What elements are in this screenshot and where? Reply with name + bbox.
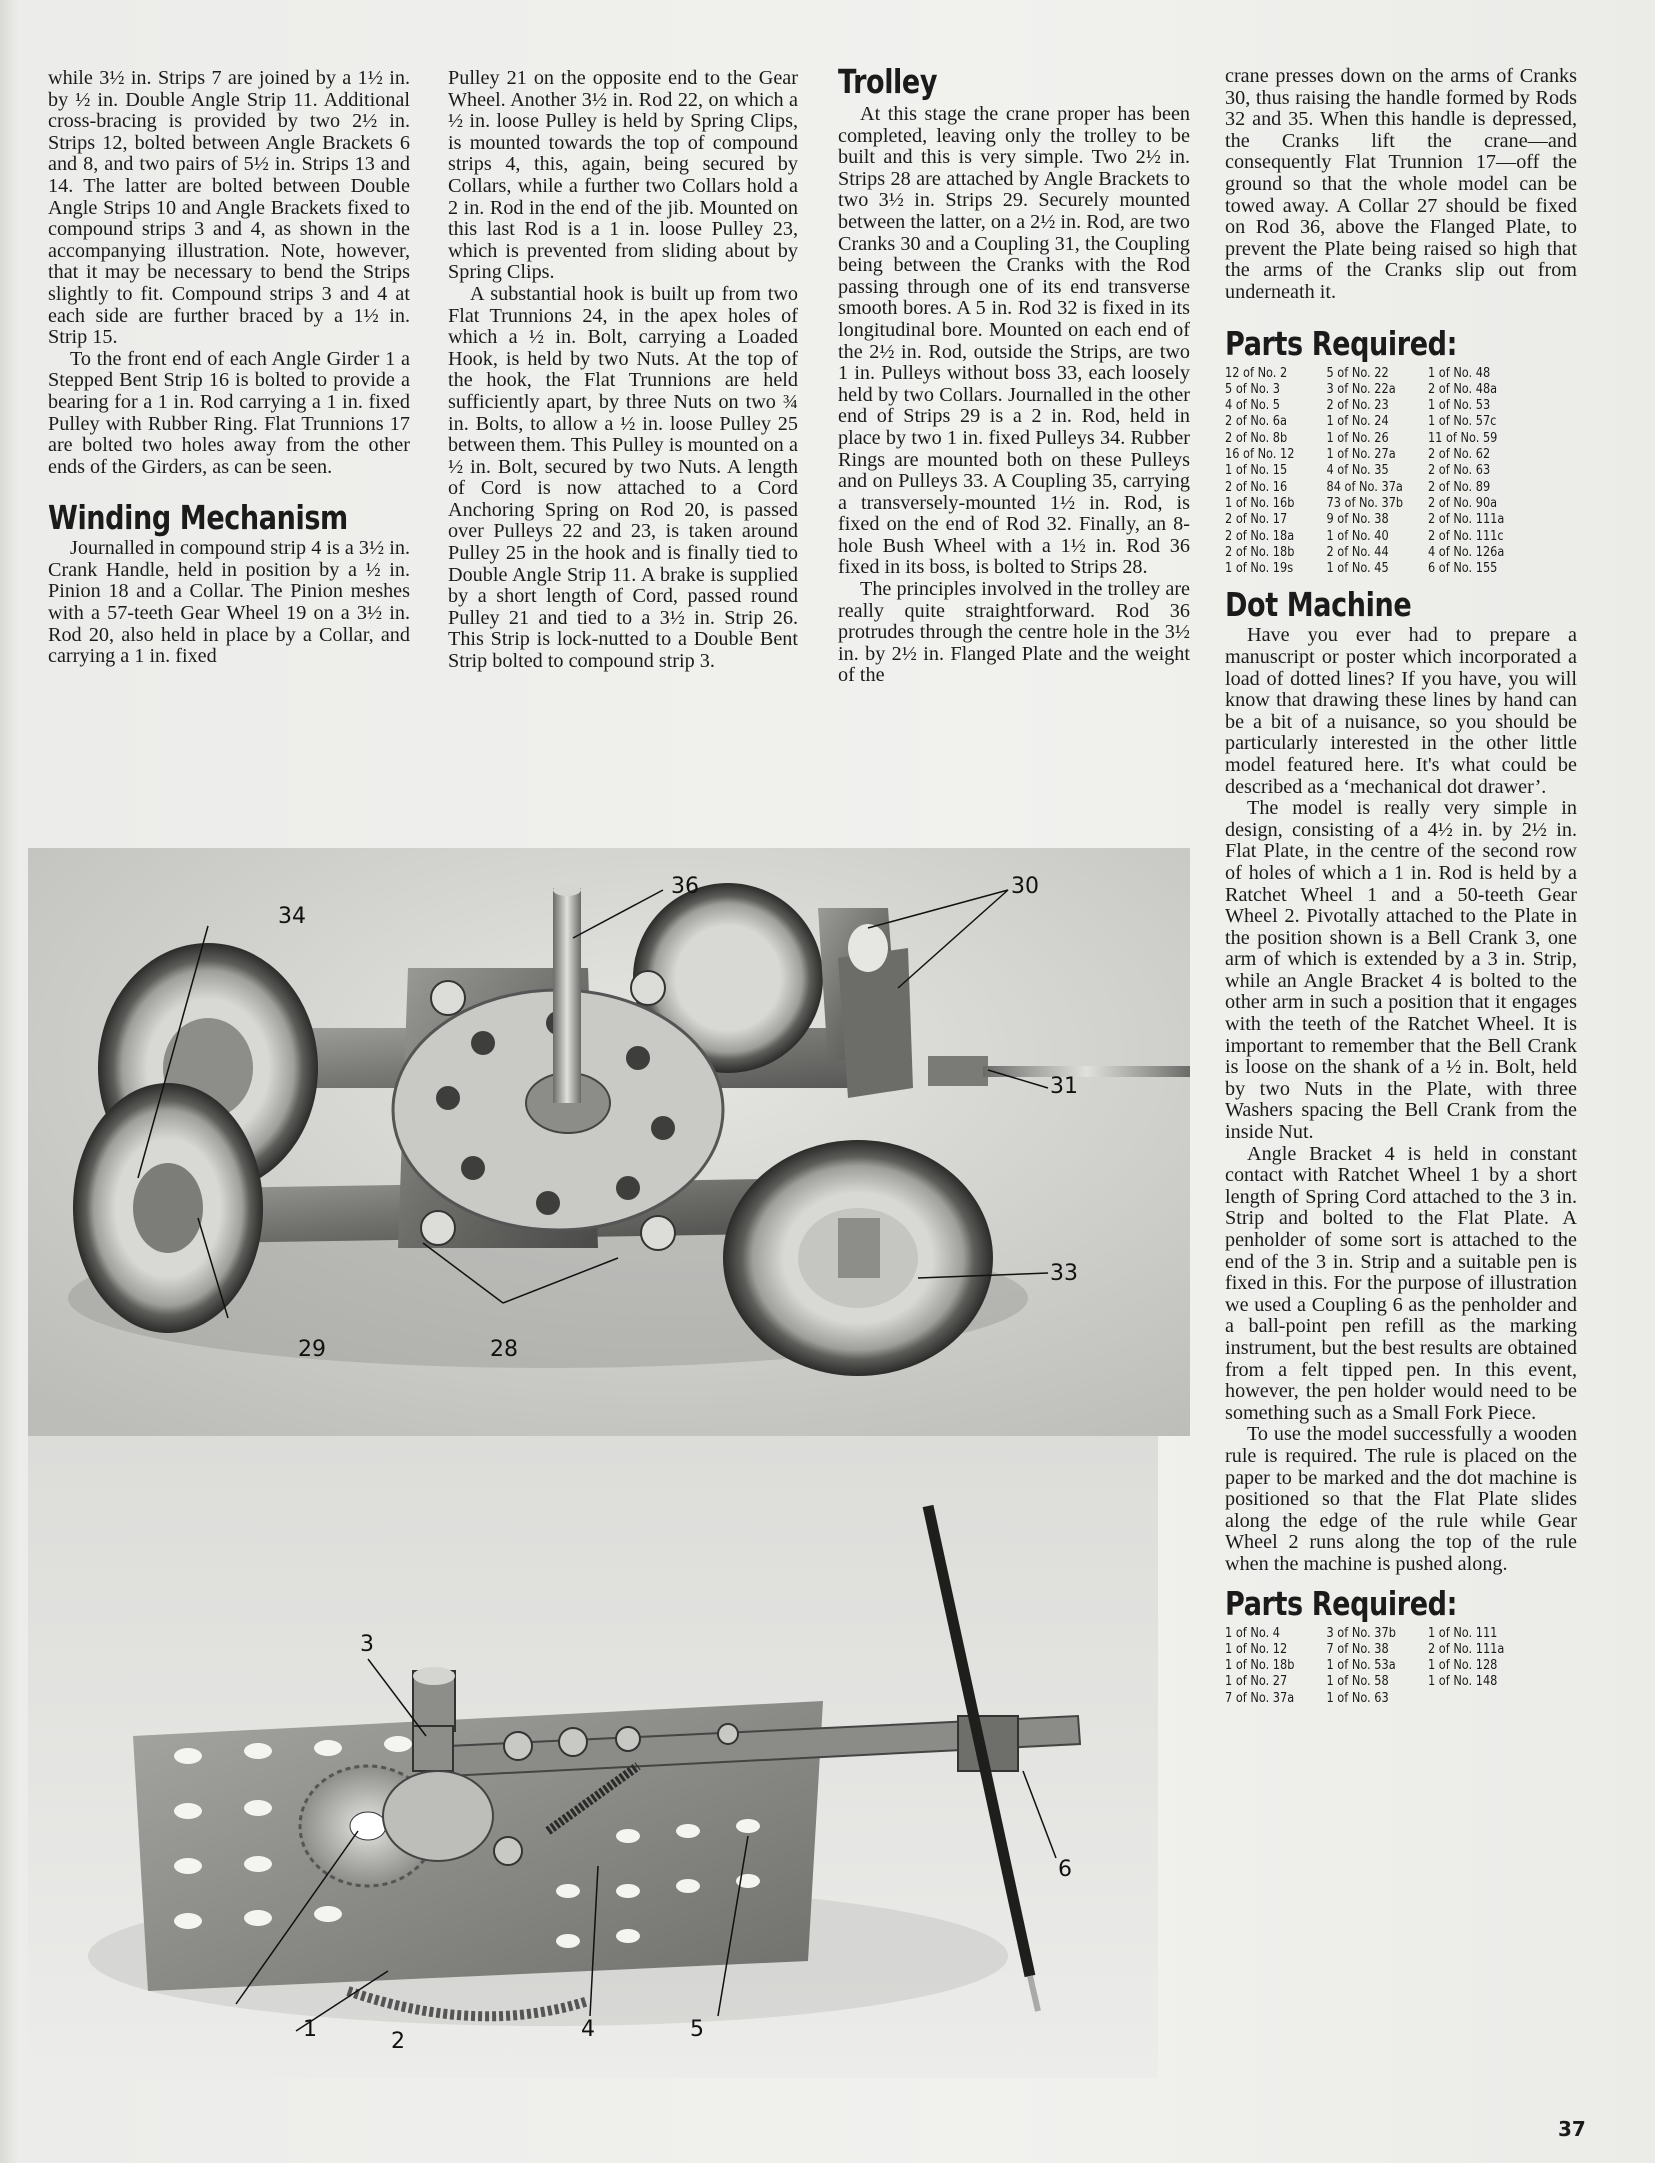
parts-item: 7 of No. 37a xyxy=(1225,1690,1295,1706)
paragraph: To the front end of each Angle Girder 1 a Stepped Bent Strip 16 is bolted to provide a bearing for a 1 in. Rod carrying a 1 in. fixed Pulley with Rubber Ring. Flat Trunnions 17 are bolted two holes away from the other ends of the Girders, as can be seen. xyxy=(48,347,410,478)
paragraph: The principles involved in the trolley are really quite straightforward. Rod 36 protrudes through the centre hole in the 3½ in. by 2½ in. Flanged Plate and the weight of the xyxy=(838,578,1190,687)
parts-item: 1 of No. 53a xyxy=(1326,1658,1396,1674)
parts-item: 5 of No. 22 xyxy=(1326,365,1389,381)
parts-item: 1 of No. 57c xyxy=(1427,414,1497,430)
callout-1: 1 xyxy=(303,2017,317,2042)
parts-item: 2 of No. 111c xyxy=(1427,528,1504,544)
parts-item xyxy=(1428,1691,1523,1707)
parts-item: 3 of No. 37b xyxy=(1326,1625,1396,1641)
parts-item: 1 of No. 45 xyxy=(1326,561,1389,577)
parts-item: 2 of No. 17 xyxy=(1225,512,1288,528)
parts-required-heading: Parts Required: xyxy=(1225,323,1458,363)
callout-31: 31 xyxy=(1050,1074,1078,1099)
paragraph: Journalled in compound strip 4 is a 3½ in. Crank Handle, held in position by a ½ in. Pinion 18 and a Collar. The Pinion meshes with a 57-teeth Gear Wheel 19 on a 3½ in. Rod 20, also held in place by a Collar, and carrying a 1 in. fixed xyxy=(48,537,410,668)
parts-item: 2 of No. 90a xyxy=(1427,495,1498,511)
parts-item: 9 of No. 38 xyxy=(1326,512,1389,528)
parts-item: 2 of No. 18b xyxy=(1225,544,1295,560)
parts-item: 4 of No. 5 xyxy=(1225,398,1281,414)
paragraph: The model is really very simple in design, consisting of a 4½ in. by 2½ in. Flat Plate, in the centre of the second row of holes of which a 1 in. Rod is held by a Ratchet Wheel 1 and a 50-teeth Gear Wheel 2. Pivotally attached to the Plate in the position shown is a Bell Crank 3, one arm of which is extended by a 3 in. Strip, while an Angle Bracket 4 is bolted to the other arm in such a position that it engages with the teeth of the Ratchet Wheel. It is important to remember that the Bell Crank is loose on the shank of a ½ in. Bolt, held by two Nuts in the Plate, with three Washers spacing the Bell Crank from the inside Nut. xyxy=(1225,797,1577,1144)
paragraph: To use the model successfully a wooden rule is required. The rule is placed on the paper to be marked and the dot machine is positioned so that the Flat Plate slides along the edge of the rule while Gear Wheel 2 runs along the top of the rule when the machine is pushed along. xyxy=(1225,1423,1577,1575)
parts-item: 1 of No. 19s xyxy=(1225,561,1294,577)
parts-item: 3 of No. 22a xyxy=(1326,381,1396,397)
parts-item: 1 of No. 18b xyxy=(1225,1658,1295,1674)
parts-item: 1 of No. 27 xyxy=(1225,1674,1288,1690)
parts-item: 5 of No. 3 xyxy=(1225,381,1281,397)
parts-item: 1 of No. 148 xyxy=(1427,1674,1498,1690)
parts-required-heading: Parts Required: xyxy=(1225,1583,1458,1623)
parts-item: 4 of No. 35 xyxy=(1326,463,1389,479)
callout-29: 29 xyxy=(298,1337,326,1362)
paragraph: Pulley 21 on the opposite end to the Gear Wheel. Another 3½ in. Rod 22, on which a ½ in. loose Pulley is held by Spring Clips, is mounted towards the top of compound strips 4, this, again, being secured by Collars, while a further two Collars hold a 2 in. Rod in the end of the jib. Mounted on this last Rod is a 1 in. loose Pulley 23, which is prevented from sliding about by Spring Clips. xyxy=(448,67,798,284)
parts-item: 1 of No. 53 xyxy=(1427,398,1491,414)
parts-item: 6 of No. 155 xyxy=(1427,561,1498,577)
paragraph: Angle Bracket 4 is held in constant contact with Ratchet Wheel 1 by a short length of Spring Cord attached to the 3 in. Strip and bolted to the Flat Plate. A penholder of some sort is attached to the end of the 3 in. Strip and a suitable pen is fixed in this. For the purpose of illustration we used a Coupling 6 as the penholder and a ball-point pen refill as the marking instrument, but the best results are obtained from a felt tipped pen. In this event, however, the pen holder would need to be something such as a Small Fork Piece. xyxy=(1225,1142,1577,1424)
section-heading-trolley: Trolley xyxy=(838,62,938,101)
parts-list-crane xyxy=(1225,366,1528,578)
dot-machine-photo xyxy=(28,1436,1158,2078)
parts-item: 2 of No. 18a xyxy=(1225,528,1295,544)
parts-item: 1 of No. 4 xyxy=(1225,1625,1281,1641)
callout-3: 3 xyxy=(360,1632,374,1657)
parts-item: 1 of No. 63 xyxy=(1326,1690,1389,1706)
parts-list-dot-machine xyxy=(1225,1626,1528,1707)
parts-item: 2 of No. 89 xyxy=(1427,479,1491,495)
parts-item: 1 of No. 24 xyxy=(1326,414,1389,430)
parts-item: 16 of No. 12 xyxy=(1225,447,1295,463)
parts-item: 2 of No. 111a xyxy=(1427,512,1505,528)
paragraph: while 3½ in. Strips 7 are joined by a 1½ in. by ½ in. Double Angle Strip 11. Additional cross-bracing is provided by two 2½ in. Strips 12, bolted between Angle Brackets 6 and 8, and two pairs of 5½ in. Strips 13 and 14. The latter are bolted between Double Angle Strips 10 and Angle Brackets fixed to compound strips 3 and 4, as shown in the accompanying illustration. Note, however, that it may be necessary to bend the Strips slightly to fit. Compound strips 3 and 4 at each side are further braced by a 1½ in. Strip 15. xyxy=(48,67,410,349)
section-heading-dot-machine: Dot Machine xyxy=(1225,585,1412,625)
column-1 xyxy=(48,68,410,668)
paragraph: A substantial hook is built up from two Flat Trunnions 24, in the apex holes of which a ½ in. Bolt, carrying a Loaded Hook, is held by two Nuts. At the top of the hook, the Flat Trunnions are held sufficiently apart, by three Nuts on two ¾ in. Bolts, to allow a ½ in. loose Pulley 25 between them. This Pulley is mounted on a ½ in. Bolt, secured by two Nuts. A length of Cord is now attached to a Cord Anchoring Spring on Rod 20, is passed over Pulleys 22 and 23, is taken around Pulley 25 in the hook and is finally tied to Double Angle Strip 11. A brake is supplied by a short length of Cord, passed round Pulley 21 and tied to a 3½ in. Strip 26. This Strip is lock-nutted to a Double Bent Strip bolted to compound strip 3. xyxy=(448,282,798,673)
parts-item: 1 of No. 58 xyxy=(1326,1674,1389,1690)
parts-item: 2 of No. 6a xyxy=(1225,414,1287,430)
parts-item: 1 of No. 48 xyxy=(1427,365,1491,381)
column-4 xyxy=(1225,66,1577,1707)
parts-item: 2 of No. 23 xyxy=(1326,398,1389,414)
parts-item: 11 of No. 59 xyxy=(1427,430,1498,446)
paragraph: Have you ever had to prepare a manuscript or poster which incorporated a load of dotted lines? If you have, you will know that drawing these lines by hand can be a bit of a nuisance, so you should be particularly interested in the other little model featured here. It's what could be described as a ‘mechanical dot drawer’. xyxy=(1225,624,1577,798)
trolley-illustration xyxy=(28,848,1190,1436)
callout-4: 4 xyxy=(581,2017,595,2042)
section-heading-winding: Winding Mechanism xyxy=(48,498,348,538)
callout-33: 33 xyxy=(1050,1261,1078,1286)
parts-item: 1 of No. 40 xyxy=(1326,528,1389,544)
column-2 xyxy=(448,68,798,673)
paragraph: At this stage the crane proper has been completed, leaving only the trolley to be built and this is very simple. Two 2½ in. Strips 28 are attached by Angle Brackets to two 3½ in. Strips 29. Securely mounted between the latter, on a 2½ in. Rod, are two Cranks 30 and a Coupling 31, the Coupling being between the Cranks with the Rod passing through one of its end transverse smooth bores. A 5 in. Rod 32 is fixed in its longitudinal bore. Mounted on each end of the 2½ in. Rod, outside the Strips, are two 1 in. Pulleys without boss 33, each loosely held by two Collars. Journalled in the other end of Strips 29 is a 2 in. Rod, held in place by two 1 in. fixed Pulleys 34. Rubber Rings are mounted both on these Pulleys and on Pulleys 33. A Coupling 35, carrying a transversely-mounted 1½ in. Rod, is fixed on the end of Rod 32. Finally, an 8-hole Bush Wheel with a 1½ in. Rod 36 fixed in its boss, is bolted to Strips 28. xyxy=(838,103,1190,579)
column-3 xyxy=(838,62,1190,687)
callout-36: 36 xyxy=(671,874,699,899)
parts-item: 2 of No. 63 xyxy=(1427,463,1491,479)
callout-6: 6 xyxy=(1058,1857,1072,1882)
paragraph: crane presses down on the arms of Cranks 30, thus raising the handle formed by Rods 32 and 35. When this handle is depressed, the Cranks lift the crane—and consequently Flat Trunnion 17—off the ground so that the whole model can be towed away. A Collar 27 should be fixed on Rod 36, above the Flanged Plate, to prevent the Plate being raised so high that the arms of the Cranks slip out from underneath it. xyxy=(1225,65,1577,303)
dot-machine-illustration xyxy=(28,1436,1158,2078)
parts-item: 7 of No. 38 xyxy=(1326,1641,1389,1657)
callout-30: 30 xyxy=(1011,874,1039,899)
callout-34: 34 xyxy=(278,904,306,929)
parts-item: 2 of No. 44 xyxy=(1326,544,1389,560)
parts-item: 73 of No. 37b xyxy=(1326,495,1404,511)
page-number: 37 xyxy=(1558,2117,1586,2141)
trolley-photo xyxy=(28,848,1190,1436)
parts-item: 2 of No. 62 xyxy=(1427,447,1491,463)
parts-item: 1 of No. 128 xyxy=(1427,1658,1498,1674)
parts-item: 1 of No. 27a xyxy=(1326,447,1396,463)
parts-item: 2 of No. 8b xyxy=(1225,430,1288,446)
parts-item: 2 of No. 111a xyxy=(1427,1641,1505,1657)
parts-item: 2 of No. 16 xyxy=(1225,479,1288,495)
parts-item: 1 of No. 111 xyxy=(1427,1625,1498,1641)
parts-item: 2 of No. 48a xyxy=(1427,381,1498,397)
parts-item: 1 of No. 12 xyxy=(1225,1641,1288,1657)
parts-item: 12 of No. 2 xyxy=(1225,365,1288,381)
parts-item: 4 of No. 126a xyxy=(1427,544,1505,560)
callout-5: 5 xyxy=(690,2017,704,2042)
parts-item: 84 of No. 37a xyxy=(1326,479,1403,495)
parts-item: 1 of No. 26 xyxy=(1326,430,1389,446)
parts-item: 1 of No. 15 xyxy=(1225,463,1288,479)
parts-item: 1 of No. 16b xyxy=(1225,495,1295,511)
callout-28: 28 xyxy=(490,1337,518,1362)
callout-2: 2 xyxy=(391,2029,405,2054)
